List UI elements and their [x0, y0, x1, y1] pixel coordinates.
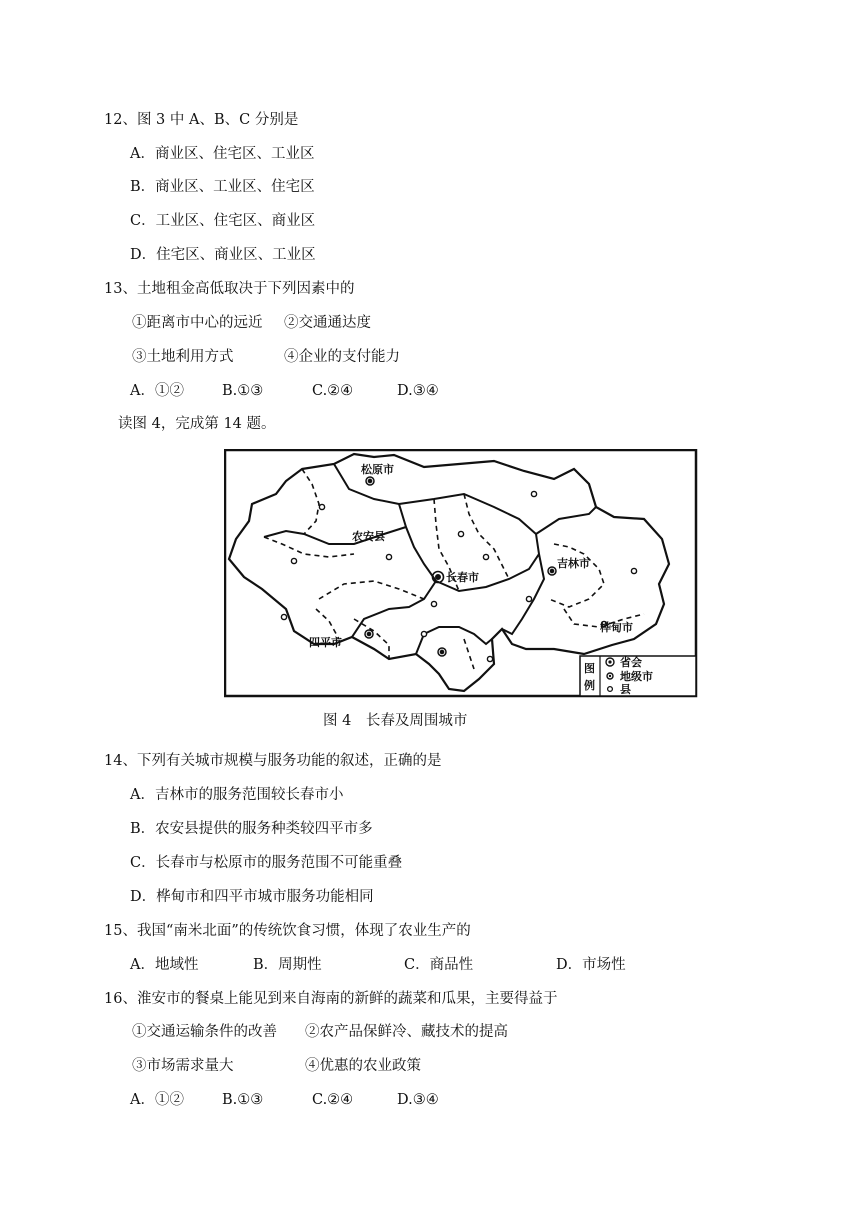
- q14-option-d: D．桦甸市和四平市城市服务功能相同: [130, 889, 374, 905]
- legend-title-bottom: 例: [584, 679, 595, 692]
- q13-item-2: ②交通通达度: [284, 315, 371, 331]
- q12-option-a: A．商业区、住宅区、工业区: [130, 146, 315, 162]
- label-changchun: 长春市: [446, 571, 479, 584]
- legend-prefecture: 地级市: [620, 670, 653, 683]
- legend-county: 县: [620, 683, 631, 696]
- q14-option-b: B．农安县提供的服务种类较四平市多: [130, 821, 373, 837]
- q14-option-a: A．吉林市的服务范围较长春市小: [130, 787, 344, 803]
- county-marker: [458, 531, 463, 536]
- q14-option-c: C．长春市与松原市的服务范围不可能重叠: [130, 855, 403, 871]
- q13-item-4: ④企业的支付能力: [284, 349, 400, 365]
- q13-stem: 13、土地租金高低取决于下列因素中的: [104, 281, 355, 297]
- county-marker: [483, 554, 488, 559]
- q15-option-d: D．市场性: [556, 957, 626, 973]
- q16-item-4: ④优惠的农业政策: [305, 1058, 421, 1074]
- map-changchun-region: [224, 449, 698, 699]
- label-songyuan: 松原市: [361, 463, 394, 476]
- q13-option-b: B.①③: [222, 383, 264, 399]
- q16-stem: 16、淮安市的餐桌上能见到来自海南的新鲜的蔬菜和瓜果，主要得益于: [104, 991, 558, 1007]
- legend-title-top: 图: [584, 662, 595, 675]
- county-marker: [291, 558, 296, 563]
- q16-option-a: A．①②: [130, 1092, 184, 1108]
- q16-option-b: B.①③: [222, 1092, 264, 1108]
- q13-item-3: ③土地利用方式: [132, 349, 234, 365]
- q12-option-d: D．住宅区、商业区、工业区: [130, 247, 316, 263]
- county-marker: [487, 656, 492, 661]
- map-legend: [580, 655, 696, 696]
- figure-caption: 图 4 长春及周围城市: [323, 713, 468, 729]
- q16-item-3: ③市场需求量大: [132, 1058, 234, 1074]
- county-marker: [531, 491, 536, 496]
- label-nongan: 农安县: [352, 530, 385, 543]
- q15-stem: 15、我国“南米北面”的传统饮食习惯，体现了农业生产的: [104, 923, 471, 939]
- legend-capital: 省会: [620, 656, 642, 669]
- q15-option-c: C．商品性: [404, 957, 474, 973]
- legend-county-symbol: [608, 687, 613, 692]
- q15-option-b: B．周期性: [253, 957, 322, 973]
- q16-item-1: ①交通运输条件的改善: [132, 1024, 277, 1040]
- q13-option-a: A．①②: [130, 383, 184, 399]
- county-marker: [526, 596, 531, 601]
- q12-stem: 12、图 3 中 A、B、C 分别是: [104, 112, 299, 128]
- q13-option-d: D.③④: [397, 383, 439, 399]
- q13-item-1: ①距离市中心的远近: [132, 315, 263, 331]
- label-huadian: 桦甸市: [600, 621, 633, 634]
- q15-option-a: A．地域性: [130, 957, 199, 973]
- q16-item-2: ②农产品保鲜冷、藏技术的提高: [305, 1024, 508, 1040]
- county-marker: [319, 504, 324, 509]
- county-marker: [631, 568, 636, 573]
- label-jilin: 吉林市: [557, 557, 590, 570]
- q12-option-b: B．商业区、工业区、住宅区: [130, 179, 315, 195]
- county-marker: [386, 554, 391, 559]
- q12-option-c: C．工业区、住宅区、商业区: [130, 213, 316, 229]
- county-marker: [421, 631, 426, 636]
- label-siping: 四平市: [309, 636, 342, 649]
- q13-option-c: C.②④: [312, 383, 354, 399]
- q14-stem: 14、下列有关城市规模与服务功能的叙述，正确的是: [104, 753, 442, 769]
- county-marker: [431, 601, 436, 606]
- figure-intro: 读图 4，完成第 14 题。: [118, 416, 276, 432]
- q16-option-d: D.③④: [397, 1092, 439, 1108]
- county-marker: [281, 614, 286, 619]
- q16-option-c: C.②④: [312, 1092, 354, 1108]
